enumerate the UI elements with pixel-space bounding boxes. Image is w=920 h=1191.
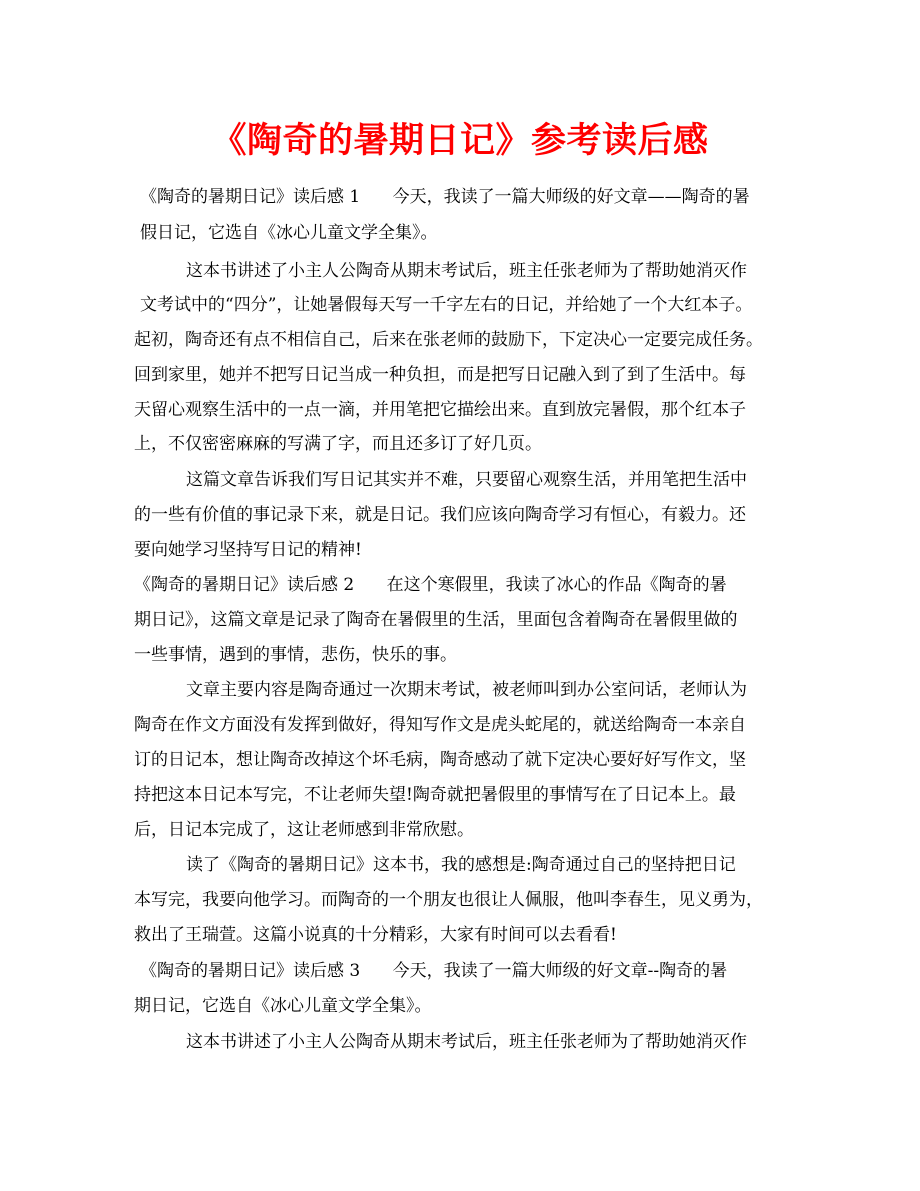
text-line: 起初，陶奇还有点不相信自己，后来在张老师的鼓励下，下定决心一定要完成任务。: [134, 330, 763, 350]
text-line: 文章主要内容是陶奇通过一次期末考试，被老师叫到办公室问话，老师认为: [186, 680, 747, 700]
text-line: 一些事情，遇到的事情，悲伤，快乐的事。: [134, 645, 457, 665]
text-line: 的一些有价值的事记录下来，就是日记。我们应该向陶奇学习有恒心，有毅力。还: [134, 505, 746, 525]
text-line: 读了《陶奇的暑期日记》这本书，我的感想是:陶奇通过自己的坚持把日记: [186, 855, 736, 875]
text-line: 期日记》，这篇文章是记录了陶奇在暑假里的生活，里面包含着陶奇在暑假里做的: [134, 610, 738, 630]
text-line: 《陶奇的暑期日记》读后感 2 在这个寒假里，我读了冰心的作品《陶奇的暑: [134, 575, 727, 595]
text-line: 《陶奇的暑期日记》读后感 3 今天，我读了一篇大师级的好文章--陶奇的暑: [140, 961, 728, 981]
text-line: 要向她学习坚持写日记的精神!: [134, 540, 362, 560]
text-line: 后，日记本完成了，这让老师感到非常欣慰。: [134, 820, 474, 840]
text-line: 假日记，它选自《冰心儿童文学全集》。: [140, 223, 438, 243]
text-line: 文考试中的“四分”，让她暑假每天写一千字左右的日记，并给她了一个大红本子。: [140, 295, 753, 315]
text-line: 持把这本日记本写完，不让老师失望!陶奇就把暑假里的事情写在了日记本上。最: [134, 785, 736, 805]
text-line: 这篇文章告诉我们写日记其实并不难，只要留心观察生活，并用笔把生活中: [186, 470, 747, 490]
text-line: 这本书讲述了小主人公陶奇从期末考试后，班主任张老师为了帮助她消灭作: [186, 1032, 747, 1052]
text-line: 救出了王瑞萱。这篇小说真的十分精彩，大家有时间可以去看看!: [134, 925, 617, 945]
text-line: 陶奇在作文方面没有发挥到做好，得知写作文是虎头蛇尾的，就送给陶奇一本亲自: [134, 715, 746, 735]
text-line: 《陶奇的暑期日记》读后感 1 今天，我读了一篇大师级的好文章——陶奇的暑: [140, 187, 750, 207]
page-title: 《陶奇的暑期日记》参考读后感: [211, 121, 709, 161]
text-line: 订的日记本，想让陶奇改掉这个坏毛病，陶奇感动了就下定决心要好好写作文，坚: [134, 750, 746, 770]
text-line: 天留心观察生活中的一点一滴，并用笔把它描绘出来。直到放完暑假，那个红本子: [134, 400, 746, 420]
text-line: 回到家里，她并不把写日记当成一种负担，而是把写日记融入到了到了生活中。每: [134, 365, 746, 385]
text-line: 上，不仅密密麻麻的写满了字，而且还多订了好几页。: [134, 434, 542, 454]
text-line: 本写完，我要向他学习。而陶奇的一个朋友也很让人佩服，他叫李春生，见义勇为，: [134, 890, 763, 910]
text-line: 这本书讲述了小主人公陶奇从期末考试后，班主任张老师为了帮助她消灭作: [186, 261, 747, 281]
text-line: 期日记，它选自《冰心儿童文学全集》。: [134, 996, 432, 1016]
